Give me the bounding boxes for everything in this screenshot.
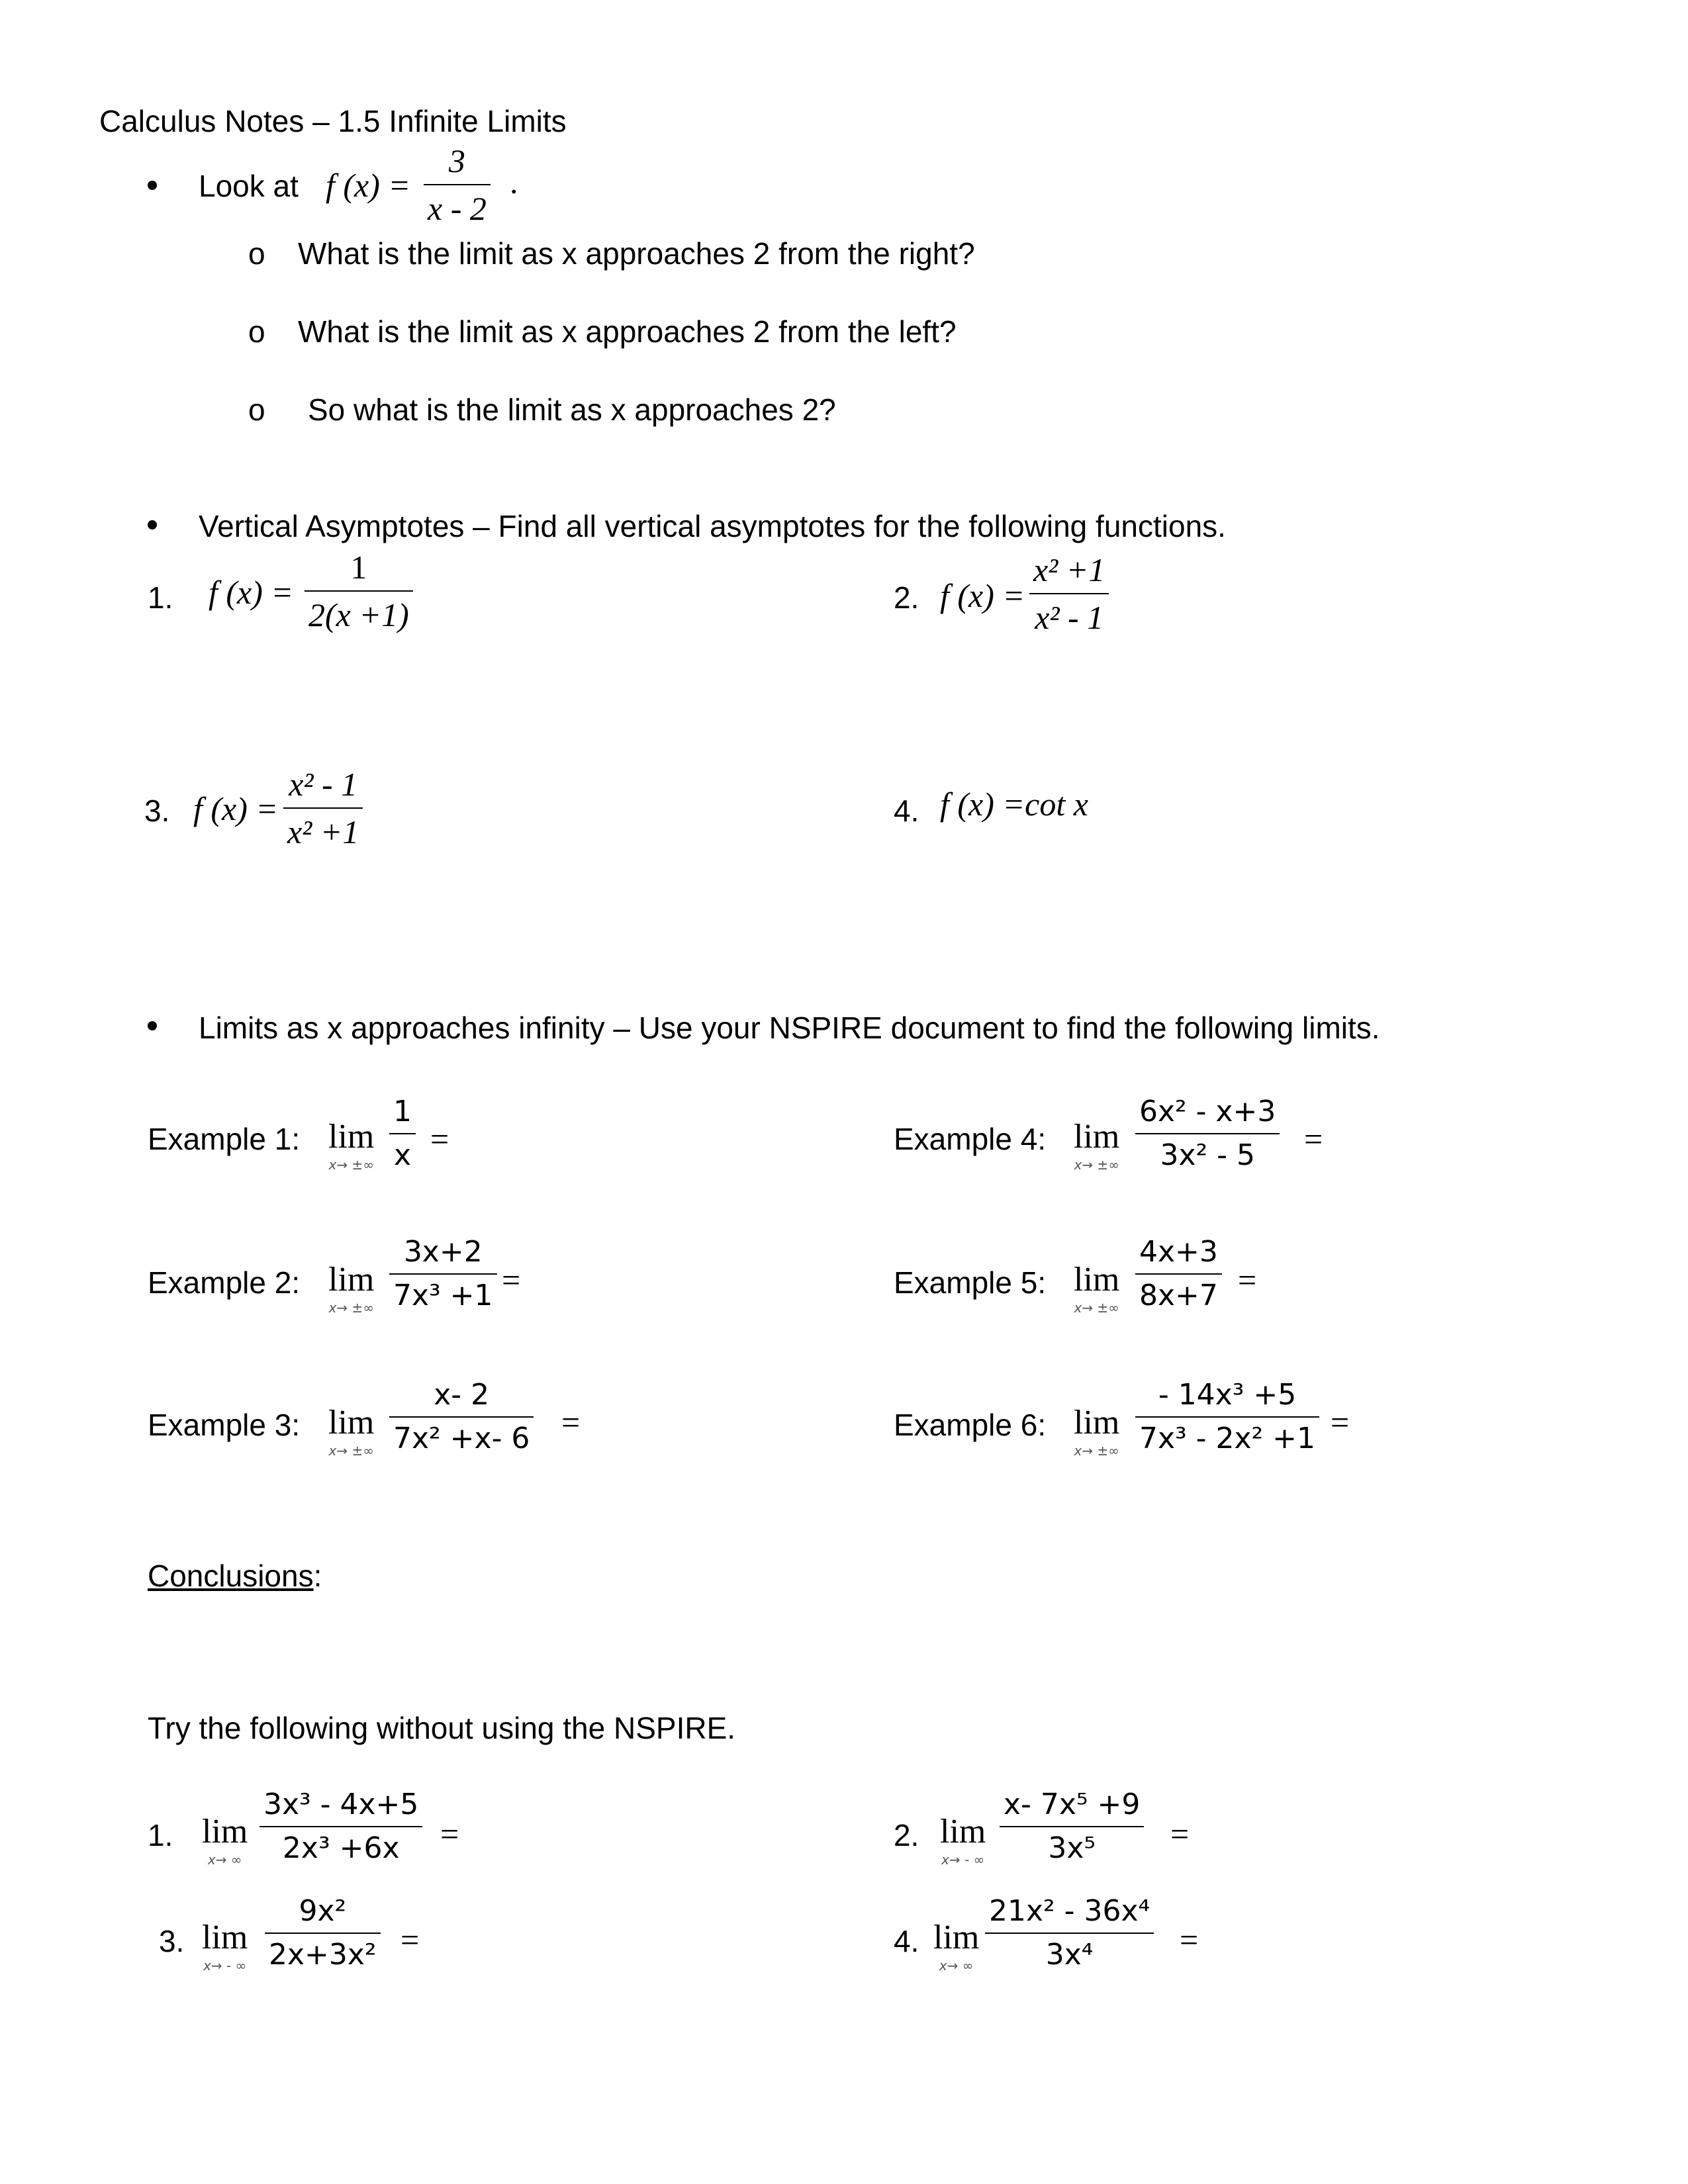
lim-subscript: x→ ±∞ [1074,1300,1119,1316]
fraction-denominator: 7x³ +1 [393,1279,493,1312]
example-fraction [389,1235,497,1312]
example-fraction [1135,1378,1319,1455]
lim-subscript: x→ - ∞ [941,1852,985,1868]
section1-lead: Look at [199,169,299,203]
fraction-denominator: 7x³ - 2x² +1 [1139,1422,1316,1455]
example-label: Example 2: [148,1265,301,1300]
problem-fraction [985,1894,1154,1972]
bullet [148,1021,157,1030]
lim-word: lim [1074,1404,1120,1441]
fraction-bar [389,1133,416,1134]
fraction-bar [389,1416,534,1418]
bullet [148,520,157,529]
lim-word: lim [328,1118,375,1156]
fraction-bar [1029,593,1109,594]
example-fraction [389,1097,416,1170]
fraction-numerator: x- 7x⁵ +9 [1004,1788,1141,1821]
section1-fraction [424,144,491,225]
question-marker: o [248,314,265,349]
conclusions-underlined: Conclusions [148,1559,314,1593]
lim-word: lim [1074,1118,1120,1156]
limit-operator [328,1263,374,1314]
limit-operator [1074,1263,1119,1314]
lim-subscript: x→ ∞ [939,1958,974,1974]
fraction-denominator: 8x+7 [1139,1279,1218,1312]
equals-sign: = [502,1261,521,1298]
page-title: Calculus Notes – 1.5 Infinite Limits [99,104,567,138]
equals-sign: = [430,1120,449,1158]
fraction-bar [305,590,413,592]
limit-operator [202,1921,248,1972]
section4-heading: Try the following without using the NSPIRE. [148,1711,736,1745]
limit-operator [1074,1406,1119,1457]
problem-number: 4. [894,1924,919,1958]
example-label: Example 6: [894,1408,1047,1442]
equals-sign: = [1331,1404,1350,1441]
fraction-numerator: 3 [448,142,465,179]
limit-operator [1074,1120,1119,1171]
question-text: What is the limit as x approaches 2 from the left? [298,314,957,349]
section3-heading: Limits as x approaches infinity – Use your NSPIRE document to find the following limits. [199,1011,1380,1045]
lim-word: lim [202,1813,248,1850]
fraction-numerator: 1 [393,1095,412,1128]
lim-subscript: x→ ±∞ [328,1300,374,1316]
problem-lhs: f (x) = [209,574,294,611]
fraction-bar [1135,1133,1280,1134]
fraction-numerator: 9x² [299,1894,347,1928]
lim-subscript: x→ ±∞ [1074,1443,1119,1459]
fraction-denominator: 7x² +x- 6 [393,1422,530,1455]
fraction-bar [1000,1826,1144,1827]
section2-heading: Vertical Asymptotes – Find all vertical asymptotes for the following functions. [199,509,1226,543]
example-label: Example 3: [148,1408,301,1442]
question-text: What is the limit as x approaches 2 from the right? [298,236,975,271]
fraction-denominator: 2x³ +6x [282,1831,400,1865]
fraction-bar [1135,1416,1319,1418]
limit-operator [202,1815,248,1866]
fraction-denominator: 3x⁴ [1045,1938,1094,1972]
lim-word: lim [933,1919,980,1956]
fraction-denominator: 2x+3x² [269,1938,377,1972]
fraction-numerator: 6x² - x+3 [1139,1095,1276,1128]
lim-subscript: x→ ±∞ [1074,1157,1119,1173]
problem-number: 2. [894,1818,919,1852]
problem-number: 3. [144,794,170,828]
fraction-numerator: 21x² - 36x⁴ [989,1894,1150,1928]
lim-subscript: x→ - ∞ [203,1958,247,1974]
problem-number: 1. [148,1818,173,1852]
fraction-numerator: 4x+3 [1139,1235,1218,1269]
equals-sign: = [1180,1921,1199,1958]
equals-sign: = [440,1815,459,1852]
lim-subscript: x→ ±∞ [328,1157,374,1173]
fraction-numerator: x² - 1 [289,766,358,803]
lim-word: lim [328,1261,375,1298]
limit-operator [933,1921,979,1972]
fraction-denominator: x² +1 [287,813,359,850]
fraction-numerator: 3x³ - 4x+5 [263,1788,419,1821]
problem-number: 1. [148,580,173,615]
problem-fraction [259,1790,422,1863]
question-marker: o [248,392,265,427]
problem-lhs: f (x) =cot x [940,786,1088,823]
bullet [148,181,157,190]
limit-operator [328,1406,374,1457]
conclusions-label [148,1561,322,1591]
fraction-denominator: x [393,1138,412,1172]
fraction-bar [283,807,363,809]
lim-subscript: x→ ±∞ [328,1443,374,1459]
example-label: Example 4: [894,1122,1047,1156]
fraction-numerator: 3x+2 [403,1235,483,1269]
fraction-bar [985,1933,1154,1934]
problem-fraction [265,1894,381,1972]
question-marker: o [248,236,265,271]
equals-sign: = [1170,1815,1190,1852]
problem-number: 2. [894,580,919,615]
problem-fraction [1029,553,1109,634]
lim-word: lim [1074,1261,1120,1298]
fraction-numerator: 1 [350,549,367,586]
fraction-bar [259,1826,422,1827]
lim-word: lim [940,1813,986,1850]
limit-operator [940,1815,986,1866]
lim-subscript: x→ ∞ [207,1852,242,1868]
equals-sign: = [1238,1261,1257,1298]
conclusions-colon: : [313,1559,322,1593]
fraction-bar [1135,1273,1222,1275]
fraction-bar [265,1933,381,1934]
fraction-numerator: - 14x³ +5 [1158,1378,1297,1412]
problem-number: 4. [894,794,919,828]
problem-fraction [1000,1790,1144,1863]
fraction-denominator: 2(x +1) [308,596,409,633]
example-label: Example 1: [148,1122,301,1156]
lim-word: lim [328,1404,375,1441]
problem-fraction [283,768,363,848]
question-text: So what is the limit as x approaches 2? [308,392,836,427]
equals-sign: = [561,1404,581,1441]
fraction-denominator: x - 2 [428,190,487,227]
equals-sign: = [400,1921,420,1958]
example-fraction [1135,1235,1222,1312]
fraction-bar [424,184,491,185]
section1-period: . [510,163,518,201]
example-fraction [1135,1097,1280,1170]
problem-lhs: f (x) = [193,790,279,827]
example-label: Example 5: [894,1265,1047,1300]
limit-operator [328,1120,374,1171]
fraction-denominator: x² - 1 [1035,599,1104,636]
fraction-denominator: 3x⁵ [1048,1831,1096,1865]
example-fraction [389,1378,534,1455]
fraction-denominator: 3x² - 5 [1160,1138,1255,1172]
problem-lhs: f (x) = [940,577,1025,614]
problem-fraction [305,551,413,631]
lim-word: lim [202,1919,248,1956]
fraction-numerator: x- 2 [434,1378,490,1412]
fraction-numerator: x² +1 [1033,551,1105,588]
problem-number: 3. [159,1924,185,1958]
section1-func-lhs: f (x) = [326,167,411,204]
fraction-bar [389,1273,497,1275]
equals-sign: = [1304,1120,1323,1158]
